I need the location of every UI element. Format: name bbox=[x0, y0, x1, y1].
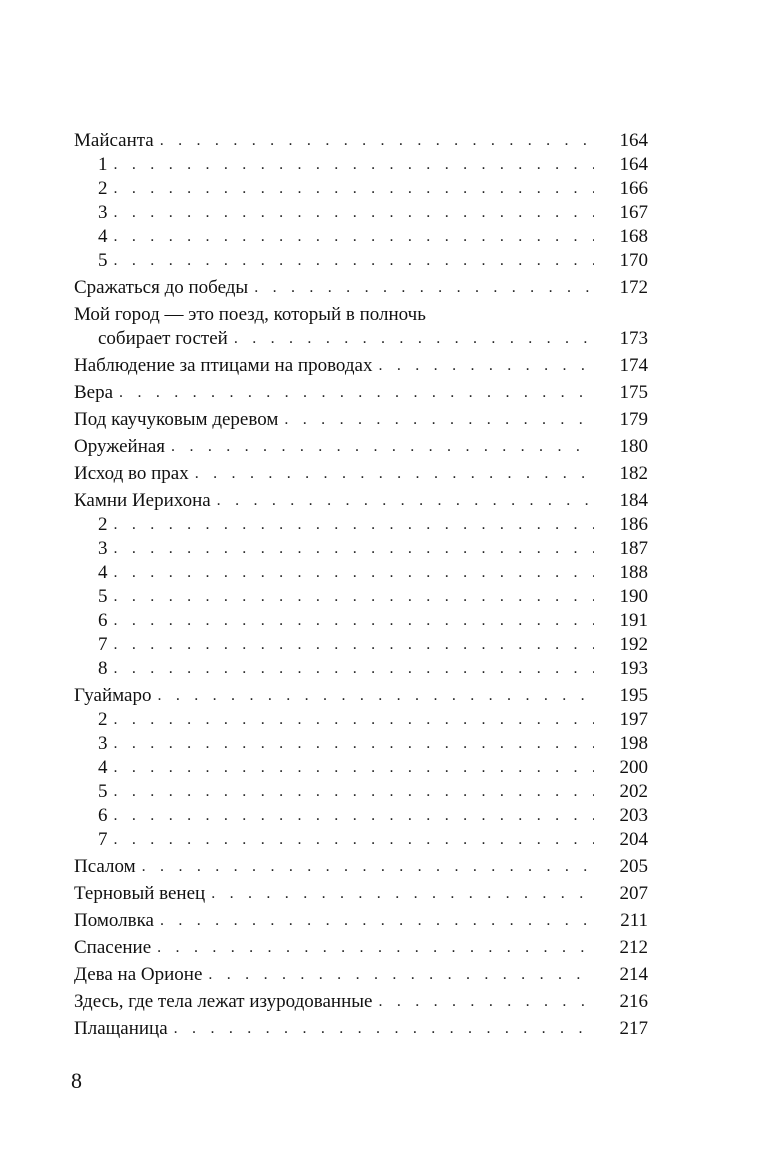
toc-entry[interactable] bbox=[74, 853, 648, 879]
toc-entry-page: 211 bbox=[620, 910, 648, 931]
dot-leader bbox=[114, 513, 595, 537]
toc-entry-page: 203 bbox=[619, 805, 648, 826]
dot-leader bbox=[114, 708, 595, 732]
toc-entry-page: 188 bbox=[619, 562, 648, 583]
dot-leader bbox=[114, 756, 595, 780]
toc-entry-title: Оружейная bbox=[74, 436, 166, 457]
toc-entry-page: 204 bbox=[619, 829, 648, 850]
toc-entry[interactable] bbox=[74, 804, 648, 828]
toc-entry-title: 6 bbox=[98, 805, 108, 826]
toc-entry-page: 192 bbox=[619, 634, 648, 655]
toc-entry[interactable] bbox=[74, 633, 648, 657]
dot-leader bbox=[284, 408, 594, 432]
toc-entry-title: 4 bbox=[98, 757, 108, 778]
dot-leader bbox=[114, 609, 595, 633]
toc-entry-page: 168 bbox=[619, 226, 648, 247]
toc-entry[interactable] bbox=[74, 513, 648, 537]
toc-entry-title: Вера bbox=[74, 382, 114, 403]
dot-leader bbox=[114, 732, 595, 756]
dot-leader bbox=[378, 990, 594, 1014]
toc-entry-page: 191 bbox=[619, 610, 648, 631]
toc-entry-title: 7 bbox=[98, 634, 108, 655]
toc-entry[interactable] bbox=[74, 880, 648, 906]
toc-entry-title: Псалом bbox=[74, 856, 136, 877]
toc-entry[interactable] bbox=[74, 406, 648, 432]
toc-entry[interactable] bbox=[74, 537, 648, 561]
toc-entry-title: Дева на Орионе bbox=[74, 964, 203, 985]
dot-leader bbox=[157, 936, 594, 960]
toc-entry-page: 207 bbox=[619, 883, 648, 904]
toc-entry-page: 200 bbox=[619, 757, 648, 778]
toc-entry-title: 5 bbox=[98, 250, 108, 271]
toc-entry-title: 3 bbox=[98, 733, 108, 754]
dot-leader bbox=[171, 435, 594, 459]
dot-leader bbox=[160, 129, 594, 153]
dot-leader bbox=[378, 354, 594, 378]
dot-leader bbox=[114, 177, 595, 201]
toc-entry-title: Гуаймаро bbox=[74, 685, 152, 706]
toc-entry-page: 216 bbox=[619, 991, 648, 1012]
dot-leader bbox=[114, 804, 595, 828]
toc-entry-title: Сражаться до победы bbox=[74, 277, 249, 298]
toc-entry[interactable] bbox=[74, 934, 648, 960]
dot-leader bbox=[114, 201, 595, 225]
toc-entry[interactable] bbox=[74, 657, 648, 681]
toc-entry[interactable] bbox=[74, 708, 648, 732]
toc-entry-page: 180 bbox=[619, 436, 648, 457]
toc-entry[interactable] bbox=[74, 379, 648, 405]
toc-entry-title: 5 bbox=[98, 586, 108, 607]
toc-entry[interactable] bbox=[74, 1015, 648, 1041]
toc-entry-title: 2 bbox=[98, 709, 108, 730]
toc-entry[interactable] bbox=[74, 682, 648, 708]
toc-entry-title: Майсанта bbox=[74, 130, 154, 151]
toc-entry-title: 8 bbox=[98, 658, 108, 679]
toc-entry-page: 205 bbox=[619, 856, 648, 877]
dot-leader bbox=[114, 585, 595, 609]
toc-entry-title: 1 bbox=[98, 154, 108, 175]
dot-leader bbox=[217, 489, 594, 513]
toc-entry-title: 4 bbox=[98, 226, 108, 247]
toc-entry[interactable] bbox=[74, 177, 648, 201]
toc-entry[interactable] bbox=[74, 780, 648, 804]
toc-entry-page: 212 bbox=[619, 937, 648, 958]
toc-entry-page: 193 bbox=[619, 658, 648, 679]
toc-entry-page: 184 bbox=[619, 490, 648, 511]
toc-entry-title: 4 bbox=[98, 562, 108, 583]
toc-entry-title: Терновый венец bbox=[74, 883, 206, 904]
dot-leader bbox=[114, 633, 595, 657]
toc-entry-title: 5 bbox=[98, 781, 108, 802]
toc-entry[interactable] bbox=[74, 460, 648, 486]
toc-entry-page: 166 bbox=[619, 178, 648, 199]
dot-leader bbox=[211, 882, 594, 906]
toc-entry-title: Здесь, где тела лежат изуродованные bbox=[74, 991, 373, 1012]
toc-entry[interactable] bbox=[74, 732, 648, 756]
toc-entry[interactable] bbox=[74, 153, 648, 177]
toc-entry-page: 182 bbox=[619, 463, 648, 484]
toc-entry[interactable] bbox=[74, 487, 648, 513]
toc-entry-title: 3 bbox=[98, 538, 108, 559]
toc-entry-multiline-first[interactable] bbox=[74, 301, 648, 327]
toc-entry-title: 2 bbox=[98, 514, 108, 535]
toc-entry-page: 195 bbox=[619, 685, 648, 706]
toc-entry-page: 173 bbox=[619, 328, 648, 349]
toc-entry[interactable] bbox=[74, 249, 648, 273]
toc-entry-title: Спасение bbox=[74, 937, 152, 958]
toc-entry-title: Камни Иерихона bbox=[74, 490, 211, 511]
dot-leader bbox=[208, 963, 594, 987]
toc-entry[interactable] bbox=[74, 828, 648, 852]
toc-entry-title: 6 bbox=[98, 610, 108, 631]
page-number: 8 bbox=[71, 1068, 82, 1093]
toc-entry-title: собирает гостей bbox=[98, 328, 228, 349]
toc-entry[interactable] bbox=[74, 225, 648, 249]
toc-entry[interactable] bbox=[74, 201, 648, 225]
dot-leader bbox=[195, 462, 594, 486]
toc-entry[interactable] bbox=[74, 988, 648, 1014]
toc-entry[interactable] bbox=[74, 961, 648, 987]
toc-entry-page: 172 bbox=[619, 277, 648, 298]
toc-entry-multiline-continuation[interactable] bbox=[74, 327, 648, 351]
toc-entry-page: 198 bbox=[619, 733, 648, 754]
dot-leader bbox=[114, 225, 595, 249]
toc-entry[interactable] bbox=[74, 433, 648, 459]
table-of-contents bbox=[74, 129, 648, 1041]
toc-entry-page: 164 bbox=[619, 130, 648, 151]
toc-entry[interactable] bbox=[74, 561, 648, 585]
toc-entry[interactable] bbox=[74, 756, 648, 780]
toc-entry-page: 164 bbox=[619, 154, 648, 175]
toc-entry-page: 214 bbox=[619, 964, 648, 985]
dot-leader bbox=[160, 909, 594, 933]
toc-entry[interactable] bbox=[74, 907, 648, 933]
toc-entry-page: 186 bbox=[619, 514, 648, 535]
toc-entry-title: 3 bbox=[98, 202, 108, 223]
toc-entry-title: 2 bbox=[98, 178, 108, 199]
toc-entry-title: Мой город — это поезд, который в полночь bbox=[74, 304, 426, 325]
toc-entry-title: Исход во прах bbox=[74, 463, 189, 484]
dot-leader bbox=[114, 561, 595, 585]
toc-entry-title: Плащаница bbox=[74, 1018, 168, 1039]
dot-leader bbox=[234, 327, 594, 351]
dot-leader bbox=[114, 657, 595, 681]
toc-entry-title: 7 bbox=[98, 829, 108, 850]
toc-entry-page: 167 bbox=[619, 202, 648, 223]
dot-leader bbox=[254, 276, 594, 300]
toc-entry[interactable] bbox=[74, 352, 648, 378]
toc-entry-page: 175 bbox=[619, 382, 648, 403]
toc-entry[interactable] bbox=[74, 129, 648, 153]
dot-leader bbox=[114, 249, 595, 273]
toc-entry-title: Помолвка bbox=[74, 910, 154, 931]
dot-leader bbox=[114, 828, 595, 852]
toc-entry[interactable] bbox=[74, 585, 648, 609]
toc-entry-page: 202 bbox=[619, 781, 648, 802]
dot-leader bbox=[174, 1017, 594, 1041]
toc-entry[interactable] bbox=[74, 274, 648, 300]
toc-entry-page: 197 bbox=[619, 709, 648, 730]
dot-leader bbox=[157, 684, 594, 708]
toc-entry-page: 170 bbox=[619, 250, 648, 271]
toc-entry-title: Наблюдение за птицами на проводах bbox=[74, 355, 373, 376]
toc-entry-title: Под каучуковым деревом bbox=[74, 409, 279, 430]
dot-leader bbox=[142, 855, 594, 879]
toc-entry-page: 174 bbox=[619, 355, 648, 376]
dot-leader bbox=[114, 153, 595, 177]
toc-entry-page: 179 bbox=[619, 409, 648, 430]
toc-entry-page: 190 bbox=[619, 586, 648, 607]
dot-leader bbox=[114, 537, 595, 561]
toc-entry-page: 187 bbox=[619, 538, 648, 559]
dot-leader bbox=[119, 381, 594, 405]
toc-entry-page: 217 bbox=[619, 1018, 648, 1039]
dot-leader bbox=[114, 780, 595, 804]
toc-entry[interactable] bbox=[74, 609, 648, 633]
